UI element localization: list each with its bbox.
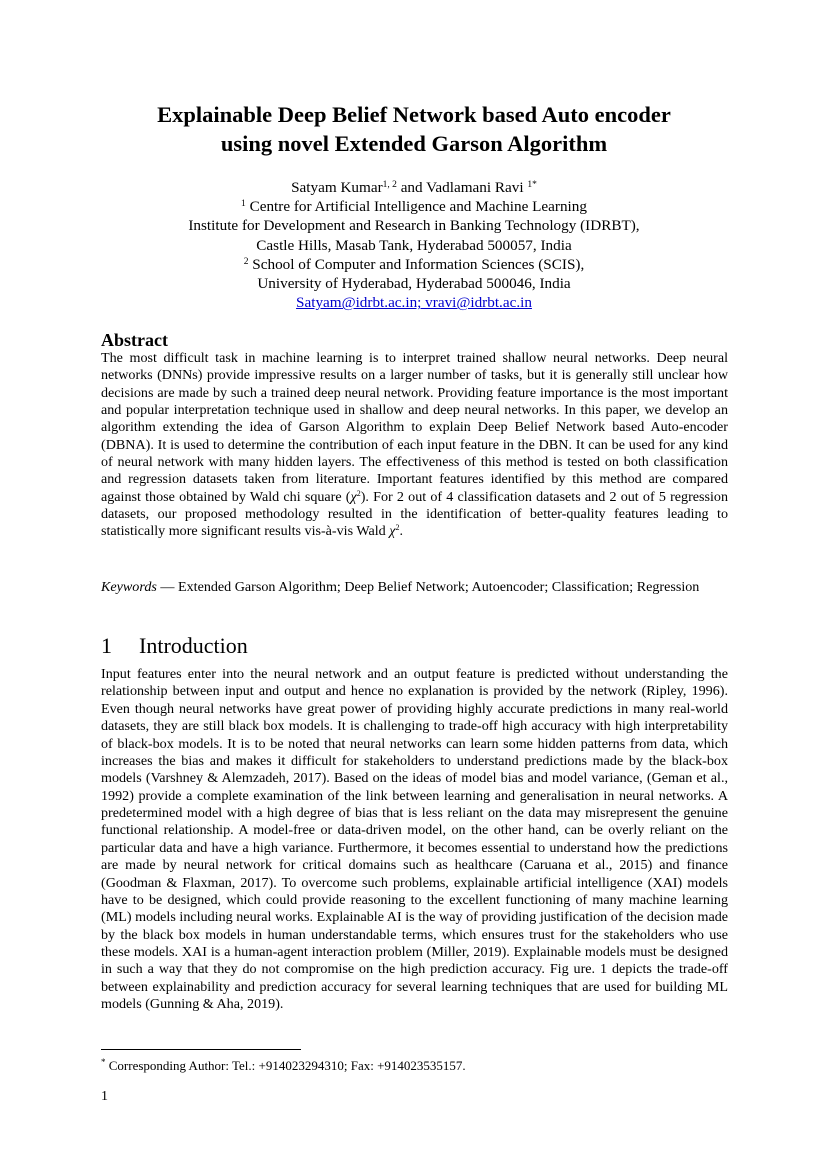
author-line <box>100 178 728 197</box>
section-number: 1 <box>101 633 112 658</box>
introduction-heading <box>101 633 248 659</box>
title-line-1: Explainable Deep Belief Network based Auto encoder <box>157 102 671 127</box>
affiliation-2-line-1 <box>100 255 728 274</box>
paper-title <box>100 100 728 158</box>
abstract-heading: Abstract <box>101 330 168 350</box>
section-title: Introduction <box>139 633 248 658</box>
keywords-text: — Extended Garson Algorithm; Deep Belief Network; Autoencoder; Classification; Regression <box>156 579 700 595</box>
email-line <box>100 293 728 312</box>
chi-superscript: 2 <box>356 488 361 498</box>
footnote-text: Corresponding Author: Tel.: +914023294310; Fax: +914023535157. <box>105 1058 466 1073</box>
email-links[interactable]: Satyam@idrbt.ac.in; vravi@idrbt.ac.in <box>296 294 532 312</box>
abstract-text-3: . <box>399 523 403 540</box>
footnote <box>101 1058 466 1074</box>
affiliation-1-line-1 <box>100 197 728 216</box>
affiliation-2-name: School of Computer and Information Sciences (SCIS), <box>248 255 585 273</box>
affiliation-1-line-3: Castle Hills, Masab Tank, Hyderabad 500057, India <box>256 236 572 254</box>
affiliation-2-line-2: University of Hyderabad, Hyderabad 500046, India <box>257 275 571 293</box>
keywords-line <box>101 579 728 596</box>
keywords-label: Keywords <box>101 579 157 595</box>
introduction-body: Input features enter into the neural network and an output feature is predicted without understanding the relationship between input and output and hence no explanation is provided by the network (Ripley, 1996). Even though neural networks have great power of providing highly accurate predictions in many real-world datasets, they are still black box models. It is challenging to trade-off high accuracy with high interpretability of black-box models. It is to be noted that neural networks can learn some hidden patterns from data, which increases the bias and makes it difficult for stakeholders to understand predictions made by the black-box models (Varshney & Alemzadeh, 2017). Based on the ideas of model bias and model variance, (Geman et al., 1992) provide a complete examination of the link between learning and generalisation in neural networks. A predetermined model with a high degree of bias that is less reliant on the data may misrepresent the genuine functional relationship. A model-free or data-driven model, on the other hand, can be overly reliant on the particular data and have a high variance. Furthermore, it becomes essential to understand how the predictions are made by neural network for critical domains such as healthcare (Caruana et al., 2015) and finance (Goodman & Flaxman, 2017). To overcome such problems, explainable artificial intelligence (XAI) models have to be designed, which could provide reasoning to the excellent functioning of many machine learning (ML) models including neural works. Explainable AI is the way of providing justification of the decision made by the black box models in human understandable terms, which ensures trust for the stakeholders who use these models. XAI is a human-agent interaction problem (Miller, 2019). Explainable models must be designed in such a way that they do not compromise on the high prediction accuracy. Fig ure. 1 depicts the trade-off between explainability and prediction accuracy for several learning techniques that are used for building ML models (Gunning & Aha, 2019). <box>101 666 728 1013</box>
author-2-affiliation-marks: 1* <box>527 180 537 190</box>
footnote-divider <box>101 1049 301 1050</box>
author-2-name: and Vadlamani Ravi <box>396 179 528 196</box>
affiliation-1-mark: 1 <box>241 199 246 210</box>
page-number: 1 <box>101 1089 108 1104</box>
author-1-name: Satyam Kumar <box>291 179 383 196</box>
affiliation-1-name: Centre for Artificial Intelligence and Machine Learning <box>245 198 587 216</box>
author-block <box>100 178 728 312</box>
footnote-marker: * <box>101 1057 106 1067</box>
chi-symbol: χ <box>350 488 357 505</box>
abstract-text-1: The most difficult task in machine learning is to interpret trained shallow neural networks. Deep neural networks (DNNs) provide impressive results on a larger number of tasks, but it is generally still unclear how decisions are made by such a trained deep neural network. Providing feature importance is the most important and popular interpretation technique used in shallow and deep neural networks. In this paper, we develop an algorithm extending the idea of Garson Algorithm to explain Deep Belief Network based Auto-encoder (DBNA). It is used to determine the contribution of each input feature in the DBN. It can be used for any kind of neural network with many hidden layers. The effectiveness of this method is tested on both classification and regression datasets taken from literature. Important features identified by this method are compared against those obtained by Wald chi square ( <box>101 350 728 505</box>
abstract-text-2: ). For 2 out of 4 classification datasets and 2 out of 5 regression datasets, our proposed methodology resulted in the identification of better-quality features leading to statistically more significant results vis-à-vis Wald <box>101 488 729 540</box>
chi-symbol-2: χ <box>389 523 396 540</box>
chi-superscript-2: 2 <box>395 523 400 533</box>
author-1-affiliation-marks: 1, 2 <box>382 180 397 190</box>
abstract-body <box>101 350 728 541</box>
affiliation-2-mark: 2 <box>243 256 249 267</box>
affiliation-1-line-2: Institute for Development and Research in Banking Technology (IDRBT), <box>188 217 640 235</box>
title-line-2: using novel Extended Garson Algorithm <box>220 131 608 156</box>
